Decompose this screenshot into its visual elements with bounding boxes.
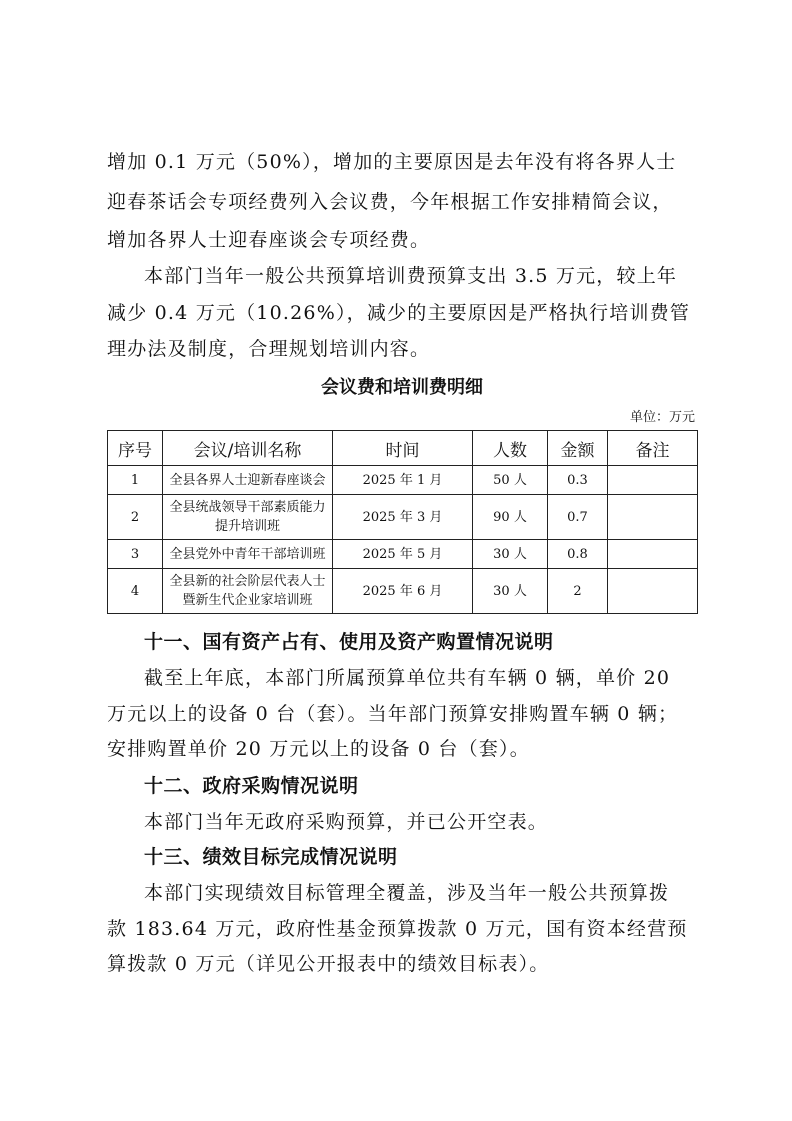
cell-time: 2025 年 6 月	[333, 569, 473, 614]
paragraph-line: 截至上年底，本部门所属预算单位共有车辆 0 辆，单价 20	[144, 667, 671, 689]
section-heading: 十一、国有资产占有、使用及资产购置情况说明	[144, 631, 554, 653]
table-row	[108, 540, 698, 569]
cell-people: 50 人	[473, 466, 548, 495]
paragraph-line: 迎春茶话会专项经费列入会议费，今年根据工作安排精简会议，	[107, 191, 673, 213]
cell-people: 30 人	[473, 540, 548, 569]
header-name: 会议/培训名称	[163, 431, 333, 466]
cell-name: 全县各界人士迎新春座谈会	[163, 466, 333, 495]
cell-note	[608, 540, 698, 569]
cell-name	[163, 495, 333, 540]
section-heading: 十三、绩效目标完成情况说明	[144, 846, 398, 868]
header-amount: 金额	[548, 431, 608, 466]
cell-no: 4	[108, 569, 163, 614]
cell-people: 30 人	[473, 569, 548, 614]
header-people: 人数	[473, 431, 548, 466]
table-title: 会议费和培训费明细	[321, 377, 483, 398]
paragraph-line: 理办法及制度，合理规划培训内容。	[107, 338, 431, 360]
cell-amount: 0.7	[548, 495, 608, 540]
cell-name-text: 全县新的社会阶层代表人士暨新生代企业家培训班	[169, 574, 326, 608]
paragraph-line: 安排购置单价 20 万元以上的设备 0 台（套）。	[107, 738, 530, 760]
cell-no: 3	[108, 540, 163, 569]
cell-time: 2025 年 1 月	[333, 466, 473, 495]
unit-label: 单位：万元	[629, 410, 695, 425]
cell-note	[608, 466, 698, 495]
cell-amount: 0.3	[548, 466, 608, 495]
cell-note	[608, 569, 698, 614]
paragraph-line: 款 183.64 万元，政府性基金预算拨款 0 万元，国有资本经营预	[107, 918, 688, 940]
paragraph-line: 增加各界人士迎春座谈会专项经费。	[107, 229, 431, 251]
paragraph-line: 减少 0.4 万元（10.26%），减少的主要原因是严格执行培训费管	[107, 302, 691, 324]
meeting-training-table	[107, 430, 698, 614]
cell-time: 2025 年 3 月	[333, 495, 473, 540]
section-heading: 十二、政府采购情况说明	[144, 775, 359, 797]
cell-time: 2025 年 5 月	[333, 540, 473, 569]
cell-name: 全县党外中青年干部培训班	[163, 540, 333, 569]
header-time: 时间	[333, 431, 473, 466]
cell-name-text: 全县统战领导干部素质能力提升培训班	[169, 500, 326, 534]
paragraph-line: 本部门当年无政府采购预算，并已公开空表。	[144, 811, 549, 833]
table-header-row	[108, 431, 698, 466]
table-row	[108, 569, 698, 614]
cell-people: 90 人	[473, 495, 548, 540]
paragraph-line: 本部门实现绩效目标管理全覆盖，涉及当年一般公共预算拨	[144, 882, 670, 904]
table-row	[108, 466, 698, 495]
header-no: 序号	[108, 431, 163, 466]
cell-name	[163, 569, 333, 614]
paragraph-line: 算拨款 0 万元（详见公开报表中的绩效目标表）。	[107, 953, 550, 975]
table-row	[108, 495, 698, 540]
cell-amount: 0.8	[548, 540, 608, 569]
cell-note	[608, 495, 698, 540]
header-note: 备注	[608, 431, 698, 466]
cell-amount: 2	[548, 569, 608, 614]
paragraph-line: 本部门当年一般公共预算培训费预算支出 3.5 万元，较上年	[144, 265, 678, 287]
cell-no: 2	[108, 495, 163, 540]
cell-no: 1	[108, 466, 163, 495]
paragraph-line: 增加 0.1 万元（50%），增加的主要原因是去年没有将各界人士	[107, 151, 677, 173]
paragraph-line: 万元以上的设备 0 台（套）。当年部门预算安排购置车辆 0 辆；	[107, 703, 679, 725]
